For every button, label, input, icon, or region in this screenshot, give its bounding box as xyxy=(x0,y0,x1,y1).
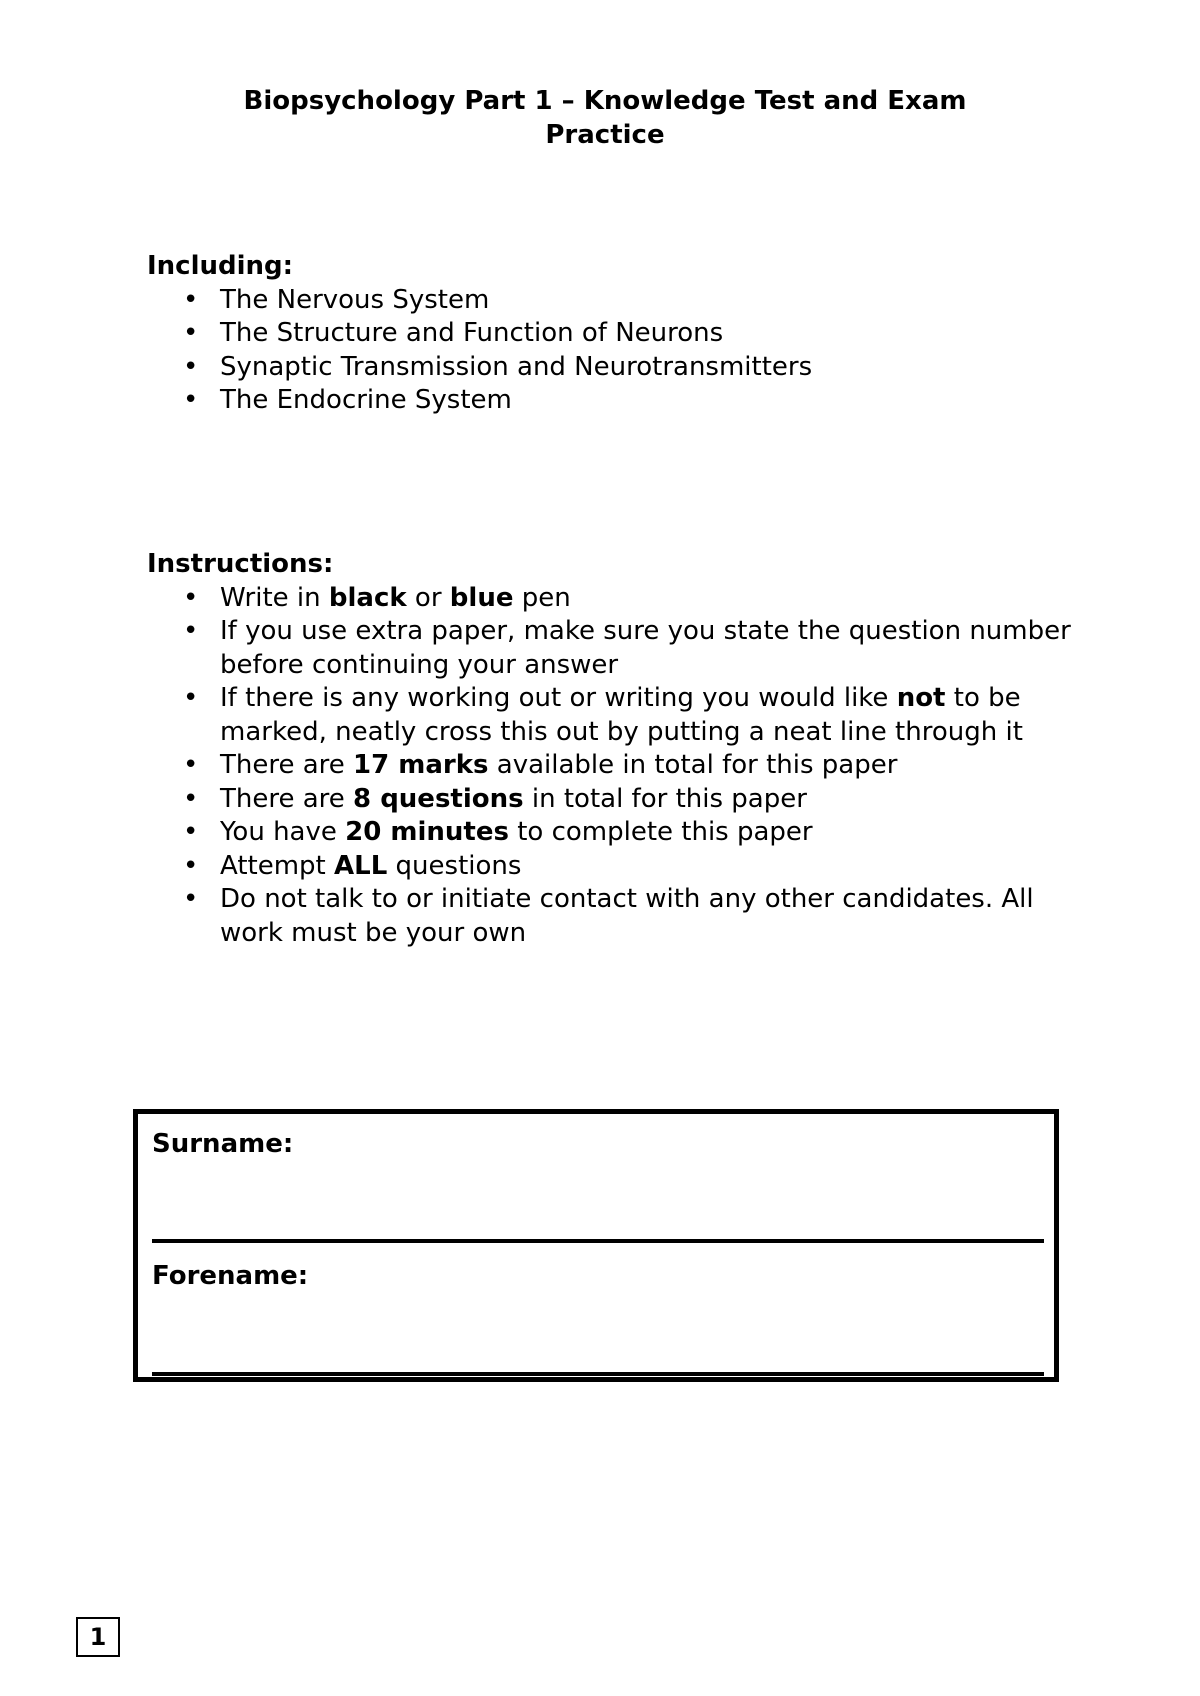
list-item-text: Do not talk to or initiate contact with any other candidates. All work must be your own xyxy=(220,884,1034,948)
bullet-icon: • xyxy=(183,783,199,814)
list-item xyxy=(147,351,1077,385)
bullet-icon: • xyxy=(183,351,199,382)
list-item-text: Attempt xyxy=(220,850,335,881)
emphasis-text: blue xyxy=(449,582,514,613)
list-item xyxy=(147,284,1077,318)
including-list xyxy=(147,284,1077,418)
bullet-icon: • xyxy=(183,817,199,847)
list-item-text: The Nervous System xyxy=(220,284,490,315)
list-item-text: to be marked, neatly cross this out by putting a neat line through it xyxy=(220,683,1023,747)
list-item-text: The Endocrine System xyxy=(220,385,512,415)
candidate-name-box xyxy=(133,1109,1059,1382)
emphasis-text: 20 minutes xyxy=(345,817,509,847)
list-item-text: You have xyxy=(220,817,346,847)
instructions-heading: Instructions: xyxy=(147,549,334,579)
list-item-text: If there is any working out or writing you would like xyxy=(220,683,897,713)
list-item-text: available in total for this paper xyxy=(488,750,898,780)
list-item-text: questions xyxy=(387,850,522,881)
instructions-section xyxy=(147,548,1077,950)
bullet-icon: • xyxy=(183,318,199,348)
emphasis-text: not xyxy=(896,683,946,713)
emphasis-text: 17 marks xyxy=(353,750,489,780)
page-number: 1 xyxy=(76,1617,120,1657)
document-title: Biopsychology Part 1 – Knowledge Test and Exam Practice xyxy=(243,86,967,150)
emphasis-text: ALL xyxy=(334,850,388,881)
list-item xyxy=(147,615,1077,682)
list-item xyxy=(147,682,1077,749)
list-item-text: in total for this paper xyxy=(523,783,807,814)
list-item xyxy=(147,582,1077,616)
list-item xyxy=(147,850,1077,884)
list-item xyxy=(147,384,1077,418)
list-item-text: The Structure and Function of Neurons xyxy=(220,318,724,348)
bullet-icon: • xyxy=(183,750,199,780)
list-item-text: pen xyxy=(513,582,571,613)
list-item xyxy=(147,749,1077,783)
bullet-icon: • xyxy=(183,884,199,914)
forename-label: Forename: xyxy=(152,1261,309,1291)
list-item xyxy=(147,317,1077,351)
including-heading: Including: xyxy=(147,251,294,281)
forename-answer-line[interactable] xyxy=(152,1372,1044,1376)
list-item xyxy=(147,783,1077,817)
bullet-icon: • xyxy=(183,582,199,613)
list-item-text: Synaptic Transmission and Neurotransmitters xyxy=(220,351,813,382)
bullet-icon: • xyxy=(183,850,199,881)
list-item-text: or xyxy=(406,582,450,613)
emphasis-text: black xyxy=(328,582,407,613)
list-item-text: to complete this paper xyxy=(508,817,813,847)
list-item-text: If you use extra paper, make sure you state the question number before continuing your answer xyxy=(220,616,1071,680)
bullet-icon: • xyxy=(183,385,199,415)
list-item-text: There are xyxy=(220,783,354,814)
instructions-list xyxy=(147,582,1077,951)
list-item xyxy=(147,816,1077,850)
bullet-icon: • xyxy=(183,284,199,315)
including-section xyxy=(147,250,1077,418)
list-item xyxy=(147,883,1077,950)
bullet-icon: • xyxy=(183,616,199,646)
surname-answer-line[interactable] xyxy=(152,1239,1044,1243)
list-item-text: Write in xyxy=(220,582,329,613)
list-item-text: There are xyxy=(220,750,354,780)
emphasis-text: 8 questions xyxy=(353,783,524,814)
surname-label: Surname: xyxy=(152,1129,294,1159)
bullet-icon: • xyxy=(183,683,199,713)
